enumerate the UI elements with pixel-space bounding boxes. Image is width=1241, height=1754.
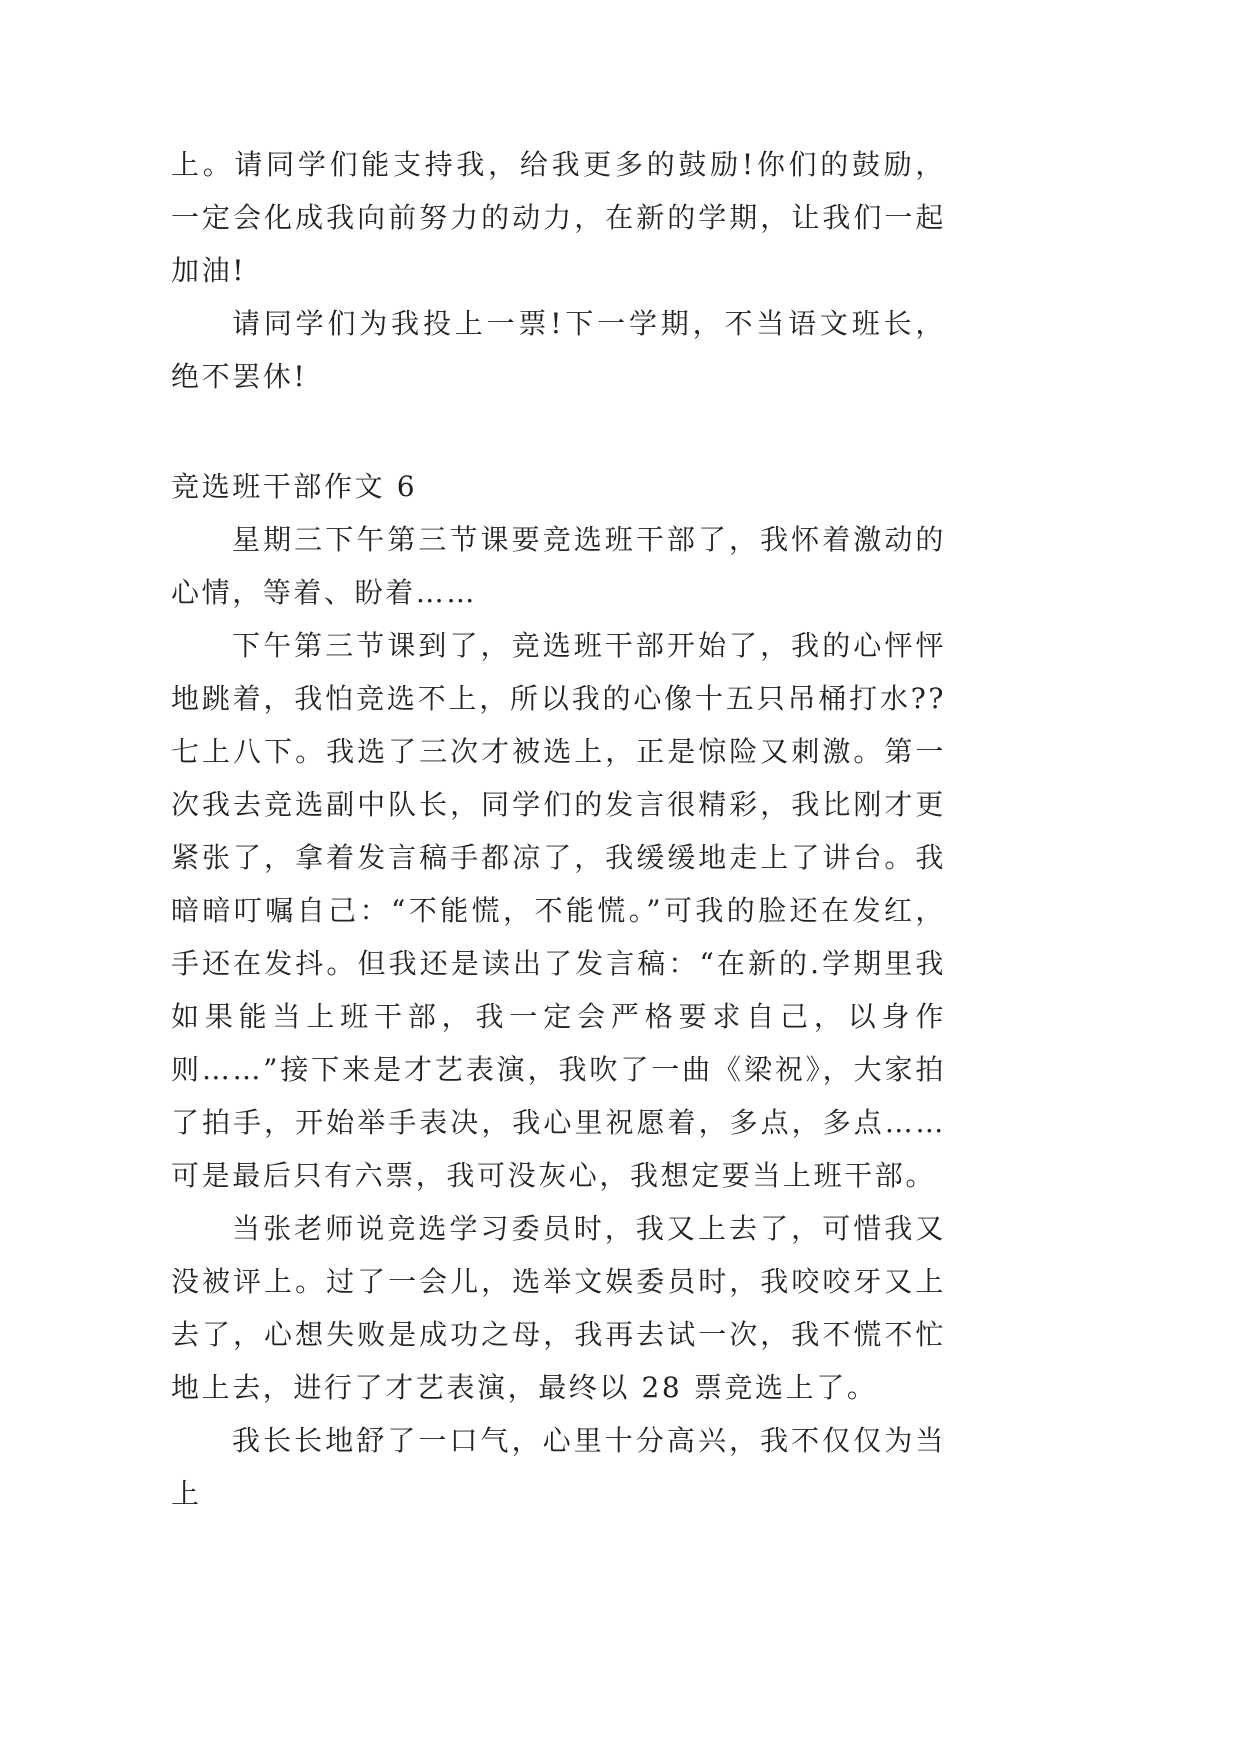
section-title: 竞选班干部作文 6 <box>171 470 418 503</box>
paragraph-conclusion-start: 我长长地舒了一口气，心里十分高兴，我不仅仅为当上 <box>171 1424 946 1510</box>
paragraph-first-attempt: 下午第三节课到了，竞选班干部开始了，我的心怦怦地跳着，我怕竞选不上，所以我的心像十五只吊桶打水??七上八下。我选了三次才被选上，正是惊险又刺激。第一次我去竞选副中队长，同学们的发言很精彩，我比刚才更紧张了，拿着发言稿手都凉了，我缓缓地走上了讲台。我暗暗叮嘱自己：“不能慌，不能慌。”可我的脸还在发红，手还在发抖。但我还是读出了发言稿：“在新的.学期里我如果能当上班干部，我一定会严格要求自己，以身作则……”接下来是才艺表演，我吹了一曲《梁祝》，大家拍了拍手，开始举手表决，我心里祝愿着，多点，多点……可是最后只有六票，我可没灰心，我想定要当上班干部。 <box>171 629 946 1192</box>
document-body <box>171 138 946 1520</box>
paragraph-intro: 星期三下午第三节课要竞选班干部了，我怀着激动的心情，等着、盼着…… <box>171 523 946 609</box>
paragraph-second-third-attempt: 当张老师说竞选学习委员时，我又上去了，可惜我又没被评上。过了一会儿，选举文娱委员时，我咬咬牙又上去了，心想失败是成功之母，我再去试一次，我不慌不忙地上去，进行了才艺表演，最终以 28 票竞选上了。 <box>171 1212 946 1404</box>
paragraph-vote-appeal: 请同学们为我投上一票!下一学期，不当语文班长，绝不罢休! <box>171 307 946 393</box>
paragraph-continuation: 上。请同学们能支持我，给我更多的鼓励!你们的鼓励，一定会化成我向前努力的动力，在新的学期，让我们一起加油! <box>171 148 946 287</box>
